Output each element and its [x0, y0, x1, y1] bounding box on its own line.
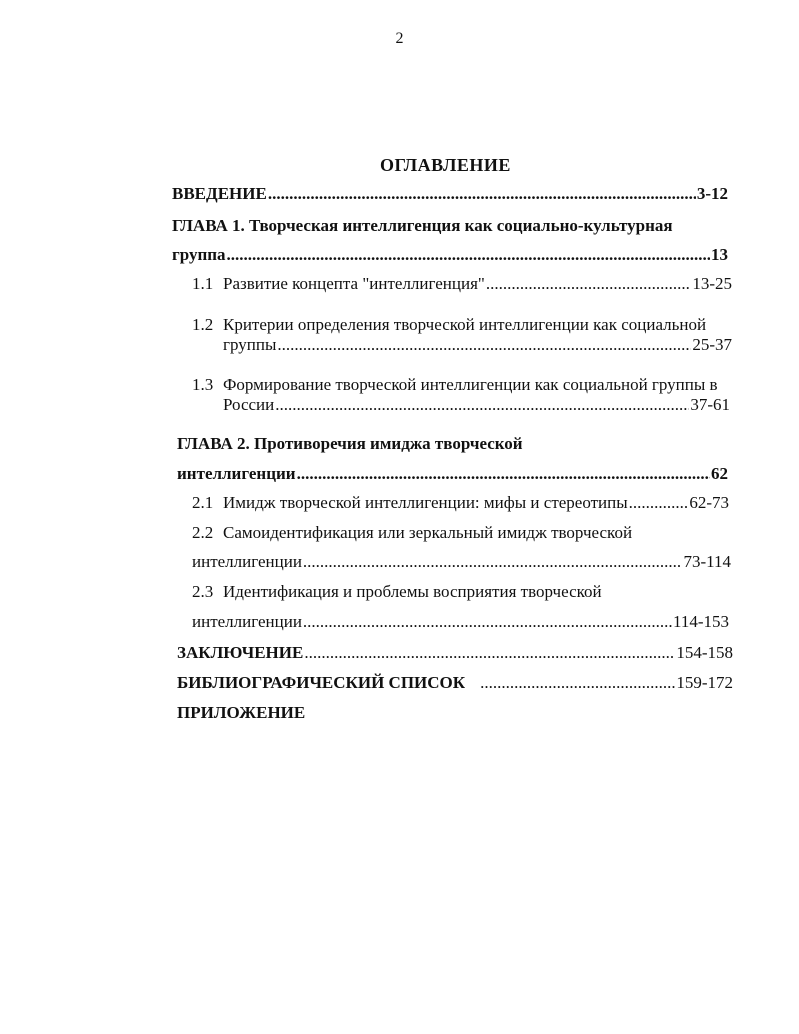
entry-number: 2.2	[192, 523, 214, 542]
toc-entry-s13-line1[interactable]	[192, 374, 752, 396]
entry-label: Идентификация и проблемы восприятия творческой	[223, 582, 602, 601]
toc-entry-s21[interactable]	[192, 492, 729, 514]
entry-pages: 25-37	[692, 335, 732, 354]
entry-pages: 114-153	[672, 612, 729, 631]
toc-entry-ch1-line1[interactable]: ГЛАВА 1. Творческая интеллигенция как социально-культурная	[172, 216, 673, 235]
toc-entry-appendix[interactable]: ПРИЛОЖЕНИЕ	[177, 703, 306, 722]
toc-entry-ch2-line1[interactable]: ГЛАВА 2. Противоречия имиджа творческой	[177, 434, 523, 453]
leader-dots	[268, 183, 696, 205]
entry-number: 1.2	[192, 315, 214, 334]
entry-pages: 73-114	[683, 552, 731, 571]
entry-label: БИБЛИОГРАФИЧЕСКИЙ СПИСОК	[177, 673, 466, 692]
entry-pages: 3-12	[696, 184, 728, 203]
toc-entry-conclusion[interactable]	[177, 642, 733, 664]
entry-label: Развитие концепта "интеллигенция"	[223, 274, 485, 293]
entry-pages: 154-158	[676, 643, 733, 662]
entry-number: 2.1	[192, 493, 214, 512]
entry-label: ВВЕДЕНИЕ	[172, 184, 267, 203]
toc-entry-s22-line2[interactable]	[192, 551, 731, 573]
entry-label: Самоидентификация или зеркальный имидж творческой	[223, 523, 633, 542]
entry-label: группы	[223, 335, 277, 354]
leader-dots	[629, 492, 689, 514]
entry-label: ЗАКЛЮЧЕНИЕ	[177, 643, 304, 662]
toc-entry-bibliography[interactable]	[177, 672, 733, 694]
entry-pages: 159-172	[676, 673, 733, 692]
toc-entry-s12-line2[interactable]	[223, 334, 732, 356]
toc-entry-ch2-line2[interactable]	[177, 463, 728, 485]
leader-dots	[303, 611, 672, 633]
leader-dots	[486, 273, 691, 295]
entry-number: 1.1	[192, 274, 214, 293]
entry-label: Критерии определения творческой интеллигенции как социальной	[223, 315, 707, 334]
entry-label: интеллигенции	[192, 552, 302, 571]
leader-dots	[304, 642, 675, 664]
toc-entry-s13-line2[interactable]	[223, 394, 730, 416]
entry-label: России	[223, 395, 275, 414]
entry-label: интеллигенции	[192, 612, 302, 631]
toc-entry-s11[interactable]	[192, 273, 732, 295]
entry-label: Имидж творческой интеллигенции: мифы и стереотипы	[223, 493, 628, 512]
toc-entry-s22-line1[interactable]	[192, 522, 752, 544]
toc-entry-intro[interactable]	[172, 183, 728, 205]
leader-dots	[297, 463, 710, 485]
toc-title: ОГЛАВЛЕНИЕ	[380, 155, 511, 175]
toc-entry-s23-line2[interactable]	[192, 611, 729, 633]
entry-pages: 13	[711, 245, 728, 264]
toc-entry-s12-line1[interactable]	[192, 314, 752, 336]
page-number: 2	[395, 30, 404, 47]
toc-entry-s23-line1[interactable]	[192, 581, 752, 603]
entry-label: Формирование творческой интеллигенции как социальной группы в	[223, 375, 718, 394]
leader-dots	[480, 672, 675, 694]
toc-entry-ch1-line2[interactable]	[172, 244, 728, 266]
leader-dots	[303, 551, 683, 573]
entry-pages: 62	[711, 464, 728, 483]
entry-label: группа	[172, 245, 226, 264]
entry-label: интеллигенции	[177, 464, 296, 483]
leader-dots	[275, 394, 689, 416]
entry-pages: 62-73	[689, 493, 729, 512]
leader-dots	[227, 244, 710, 266]
leader-dots	[277, 334, 691, 356]
entry-number: 1.3	[192, 375, 214, 394]
entry-pages: 37-61	[690, 395, 730, 414]
entry-number: 2.3	[192, 582, 214, 601]
entry-pages: 13-25	[692, 274, 732, 293]
